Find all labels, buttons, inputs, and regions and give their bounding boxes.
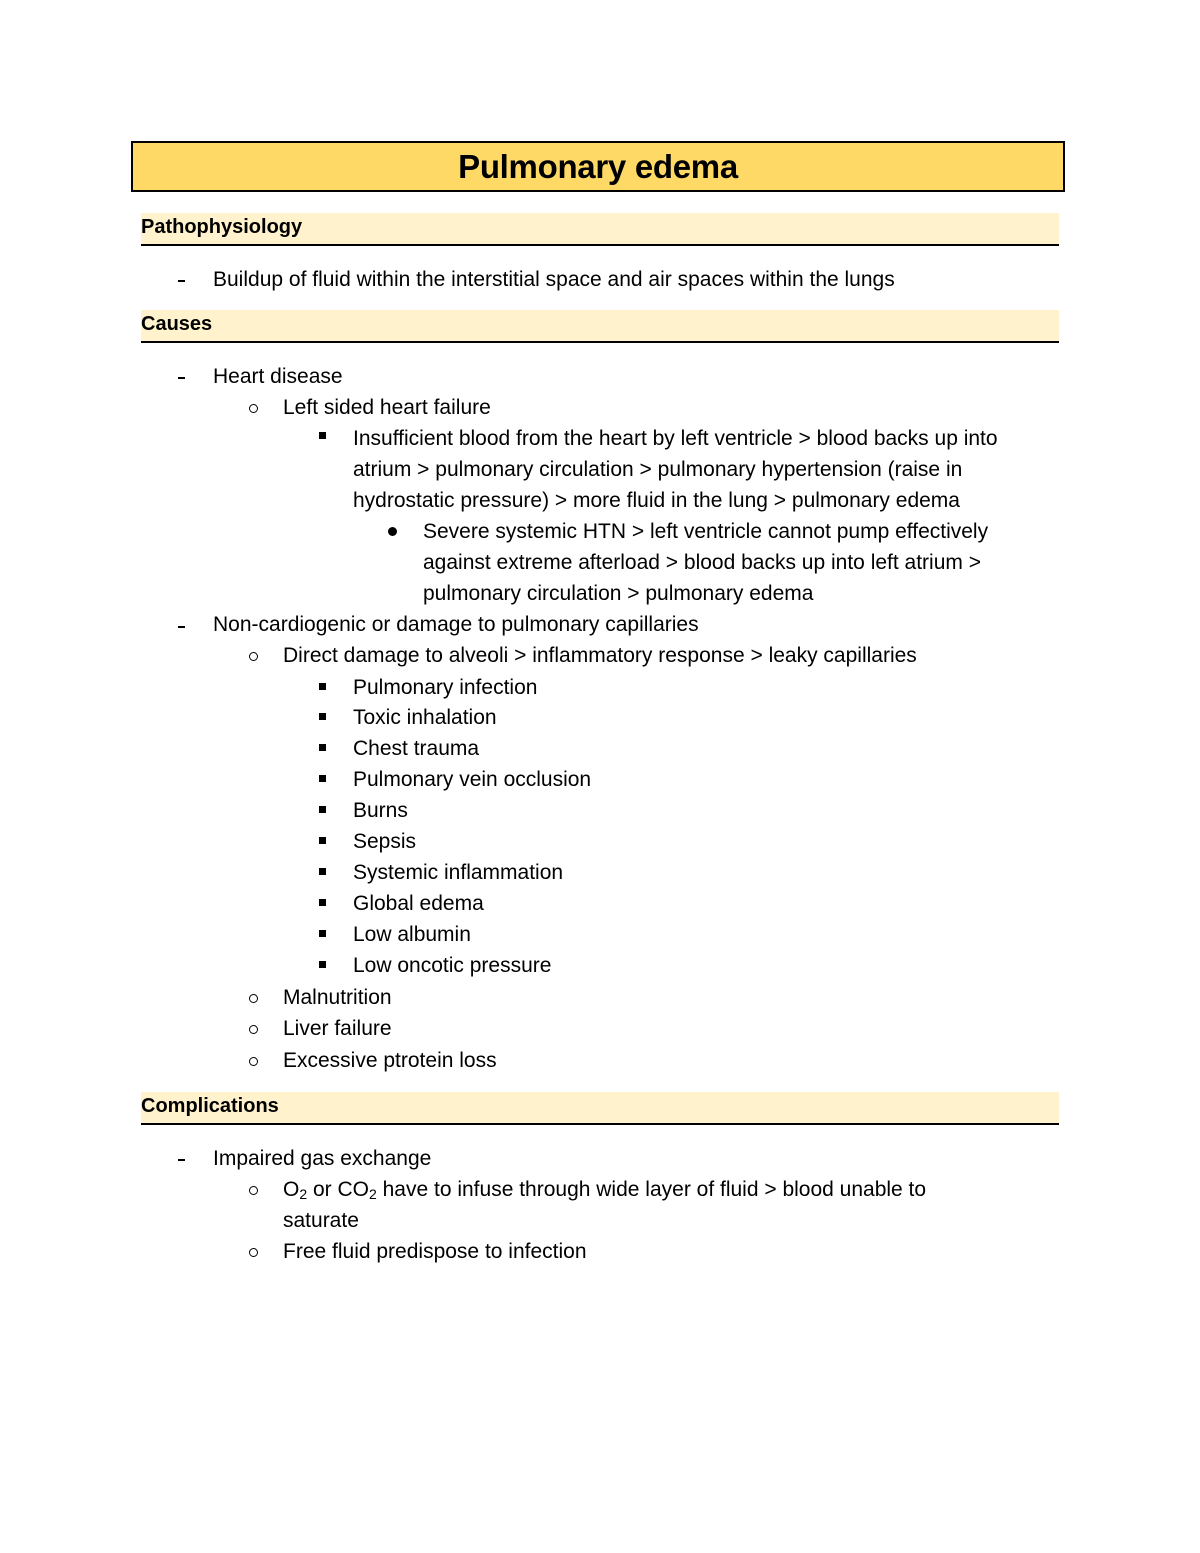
page-title: Pulmonary edema bbox=[458, 147, 738, 185]
circle-bullet bbox=[249, 1248, 258, 1257]
section-heading-label: Pathophysiology bbox=[141, 216, 303, 238]
list-item: Global edema bbox=[353, 892, 484, 915]
square-bullet bbox=[319, 868, 326, 875]
list-item: Heart disease bbox=[213, 365, 343, 388]
list-item-line: against extreme afterload > blood backs up into left atrium > bbox=[423, 551, 981, 574]
list-item: Free fluid predispose to infection bbox=[283, 1240, 587, 1263]
circle-bullet bbox=[249, 1025, 258, 1034]
section-heading-pathophysiology bbox=[141, 213, 1059, 246]
square-bullet bbox=[319, 961, 326, 968]
square-bullet bbox=[319, 899, 326, 906]
square-bullet bbox=[319, 930, 326, 937]
title-box bbox=[131, 141, 1065, 192]
list-item-line bbox=[283, 1174, 926, 1210]
list-item-line: Severe systemic HTN > left ventricle cannot pump effectively bbox=[423, 520, 989, 543]
list-item: Pulmonary vein occlusion bbox=[353, 768, 592, 791]
list-item-line: pulmonary circulation > pulmonary edema bbox=[423, 582, 814, 605]
list-item: Sepsis bbox=[353, 830, 417, 853]
dash-bullet bbox=[178, 1159, 185, 1161]
circle-bullet bbox=[249, 994, 258, 1003]
list-item-line: saturate bbox=[283, 1209, 359, 1232]
subscript: 2 bbox=[299, 1186, 308, 1202]
list-item: Non-cardiogenic or damage to pulmonary capillaries bbox=[213, 613, 699, 636]
list-item: Left sided heart failure bbox=[283, 396, 491, 419]
list-item: Malnutrition bbox=[283, 986, 392, 1009]
section-heading-complications bbox=[141, 1092, 1059, 1125]
list-item-line: Insufficient blood from the heart by left ventricle > blood backs up into bbox=[353, 427, 998, 450]
list-item: Low albumin bbox=[353, 923, 471, 946]
section-heading-causes bbox=[141, 310, 1059, 343]
list-item: Excessive ptrotein loss bbox=[283, 1049, 497, 1072]
square-bullet bbox=[319, 744, 326, 751]
square-bullet bbox=[319, 837, 326, 844]
list-item: Pulmonary infection bbox=[353, 676, 538, 699]
square-bullet bbox=[319, 806, 326, 813]
dot-bullet bbox=[388, 527, 397, 536]
circle-bullet bbox=[249, 1057, 258, 1066]
square-bullet bbox=[319, 775, 326, 782]
square-bullet bbox=[319, 713, 326, 720]
list-item: Impaired gas exchange bbox=[213, 1147, 432, 1170]
list-item: Direct damage to alveoli > inflammatory response > leaky capillaries bbox=[283, 644, 917, 667]
list-item: Systemic inflammation bbox=[353, 861, 564, 884]
list-item: Low oncotic pressure bbox=[353, 954, 552, 977]
text-rest: have to infuse through wide layer of fluid > blood unable to bbox=[376, 1178, 927, 1201]
circle-bullet bbox=[249, 652, 258, 661]
square-bullet bbox=[319, 432, 326, 439]
square-bullet bbox=[319, 683, 326, 690]
section-heading-label: Causes bbox=[141, 313, 213, 335]
dash-bullet bbox=[178, 280, 185, 282]
dash-bullet bbox=[178, 626, 185, 628]
text-o2: O bbox=[283, 1178, 300, 1201]
circle-bullet bbox=[249, 404, 258, 413]
list-item: Burns bbox=[353, 799, 408, 822]
list-item-line: hydrostatic pressure) > more fluid in the lung > pulmonary edema bbox=[353, 489, 960, 512]
list-item: Toxic inhalation bbox=[353, 706, 497, 729]
subscript: 2 bbox=[368, 1186, 377, 1202]
dash-bullet bbox=[178, 377, 185, 379]
text-co2: or CO bbox=[307, 1178, 369, 1201]
list-item: Buildup of fluid within the interstitial space and air spaces within the lungs bbox=[213, 268, 895, 291]
circle-bullet bbox=[249, 1186, 258, 1195]
list-item: Liver failure bbox=[283, 1017, 392, 1040]
list-item: Chest trauma bbox=[353, 737, 480, 760]
section-heading-label: Complications bbox=[141, 1095, 279, 1117]
list-item-line: atrium > pulmonary circulation > pulmonary hypertension (raise in bbox=[353, 458, 963, 481]
